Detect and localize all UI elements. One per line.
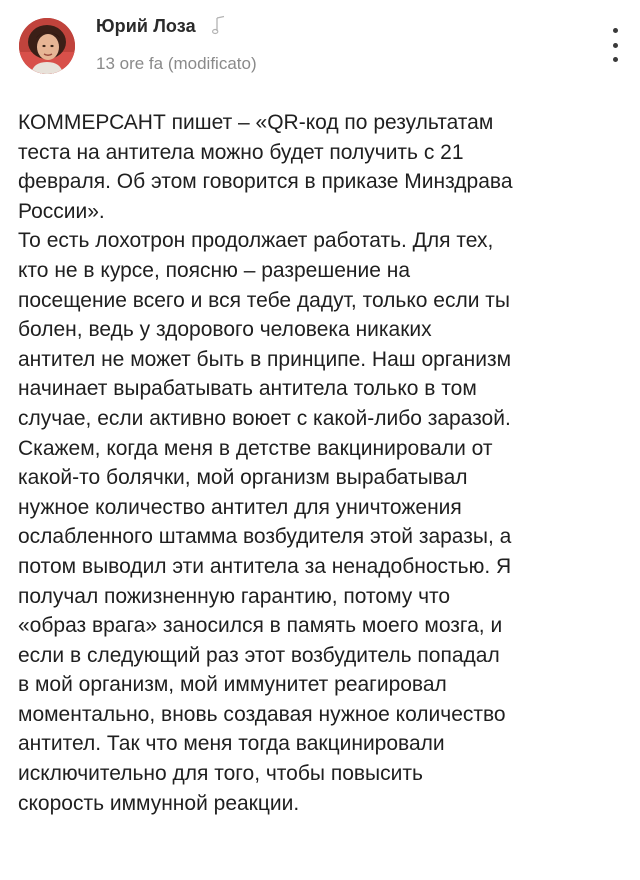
music-note-icon [212,15,226,35]
post-text-line: какой-то болячки, мой организм вырабатывал [18,466,468,490]
post-timestamp: 13 ore fa (modificato) [96,54,257,73]
post-text [18,108,624,818]
post-text-line: теста на антитела можно будет получить с 21 [18,140,464,164]
author-avatar[interactable] [19,18,75,74]
post-text-line: в мой организм, мой иммунитет реагировал [18,673,447,697]
post-text-line: случае, если активно воюет с какой-либо заразой. [18,406,511,430]
post-text-line: КОММЕРСАНТ пишет – «QR-код по результатам [18,111,494,134]
post-text-line: антител. Так что меня тогда вакцинировали [18,732,445,756]
post-text-line: болен, ведь у здорового человека никаких [18,318,432,342]
more-vertical-icon [613,28,618,33]
author-name[interactable]: Юрий Лоза [96,16,196,36]
post-text-line: посещение всего и вся тебе дадут, только если ты [18,288,511,312]
post-text-line: потом выводил эти антитела за ненадобностью. Я [18,554,512,578]
post-text-line: ослабленного штамма возбудителя этой заразы, а [18,525,512,549]
post-text-line: исключительно для того, чтобы повысить [18,762,423,786]
post-text-line: получал пожизненную гарантию, потому что [18,584,451,608]
post-text-line: скорость иммунной реакции. [18,791,300,815]
post-text-line: февраля. Об этом говорится в приказе Минздрава [18,170,513,194]
post-text-line: начинает вырабатывать антитела только в том [18,377,477,401]
post-text-line: кто не в курсе, поясню – разрешение на [18,258,411,282]
post-text-line: То есть лохотрон продолжает работать. Для тех, [18,229,494,253]
post-text-line: антител не может быть в принципе. Наш организм [18,347,512,371]
more-options-button[interactable] [605,28,625,62]
post-text-line: нужное количество антител для уничтожения [18,495,462,519]
avatar-image [19,18,75,74]
post-text-line: Скажем, когда меня в детстве вакцинировали от [18,436,493,460]
post-text-line: если в следующий раз этот возбудитель попадал [18,643,500,667]
post-text-line: «образ врага» заносился в память моего мозга, и [18,614,503,638]
post-text-line: России». [18,199,105,223]
post-text-line: моментально, вновь создавая нужное количество [18,702,506,726]
